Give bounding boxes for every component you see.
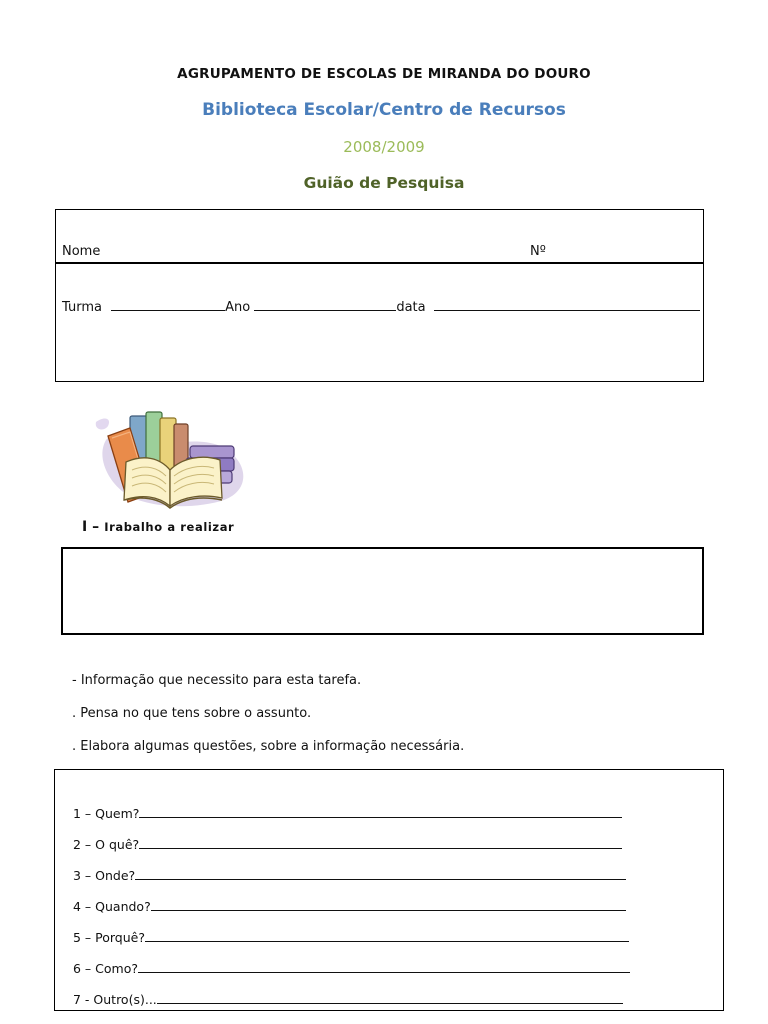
number-label: Nº [530,244,546,259]
class-label: Turma [62,300,102,315]
instruction-line: - Informação que necessito para esta tarefa. [72,673,362,688]
answer-field[interactable] [139,805,622,818]
answer-field[interactable] [151,898,626,911]
question-label: 4 – Quando? [73,899,151,914]
question-row [73,867,626,883]
question-row [73,960,630,976]
answer-field[interactable] [145,929,629,942]
question-label: 6 – Como? [73,961,138,976]
task-textbox[interactable] [61,547,704,635]
school-name: AGRUPAMENTO DE ESCOLAS DE MIRANDA DO DOURO [177,66,591,82]
instruction-line: . Pensa no que tens sobre o assunto. [72,706,312,721]
date-field[interactable] [434,298,700,311]
date-label: data [396,300,426,315]
library-title: Biblioteca Escolar/Centro de Recursos [202,100,566,120]
section-heading [82,516,234,535]
section-number: I – [82,519,100,535]
name-label: Nome [62,244,101,259]
guide-title: Guião de Pesquisa [303,174,465,192]
question-label: 7 - Outro(s)... [73,992,157,1007]
answer-field[interactable] [135,867,626,880]
year-field[interactable] [254,298,396,311]
question-label: 1 – Quem? [73,806,140,821]
open-books-icon [86,402,254,514]
class-year-date-row [62,298,700,315]
class-field[interactable] [111,298,225,311]
identification-divider [56,262,703,264]
answer-field[interactable] [138,960,630,973]
question-label: 2 – O quê? [73,837,140,852]
question-row [73,929,629,945]
section-title: Irabalho a realizar [104,520,235,534]
school-year: 2008/2009 [343,138,425,156]
question-row [73,991,623,1007]
identification-box [55,209,704,382]
question-row [73,805,622,821]
question-row [73,898,626,914]
year-label: Ano [225,300,251,315]
answer-field[interactable] [157,991,623,1004]
question-label: 3 – Onde? [73,868,136,883]
instruction-line: . Elabora algumas questões, sobre a informação necessária. [72,739,465,754]
question-label: 5 – Porquê? [73,930,145,945]
question-row [73,836,622,852]
answer-field[interactable] [139,836,622,849]
questions-box [54,769,724,1011]
